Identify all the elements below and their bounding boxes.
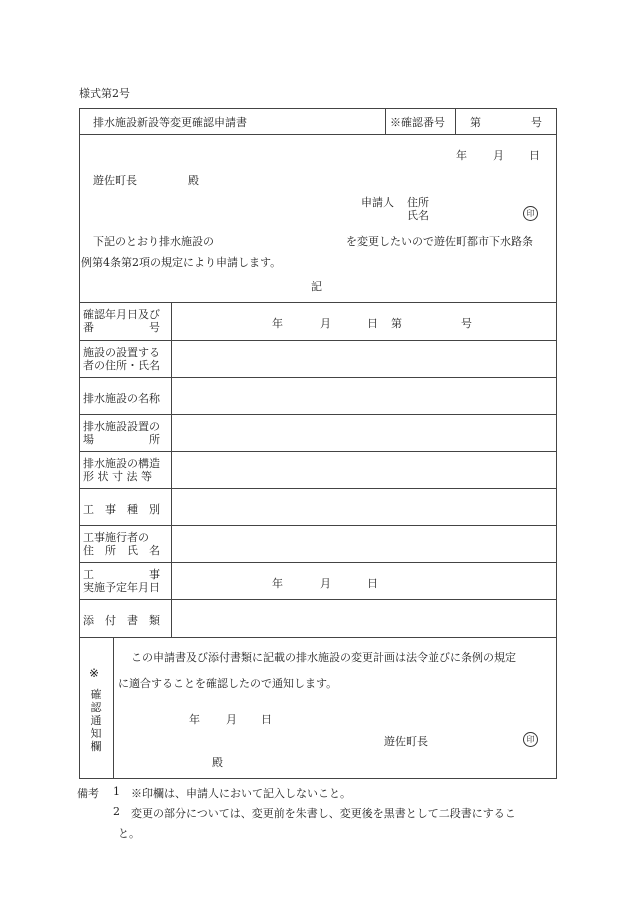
row-label-attachments: 添 付 書 類 bbox=[83, 614, 160, 627]
row-label-line: 場 所 bbox=[83, 433, 160, 446]
application-day: 日 bbox=[529, 149, 540, 162]
row-border-9 bbox=[79, 637, 556, 638]
confirm-date-month: 月 bbox=[320, 317, 331, 330]
application-month: 月 bbox=[493, 149, 504, 162]
row-label-line: 者の住所・氏名 bbox=[83, 359, 160, 372]
row-border-4 bbox=[79, 451, 556, 452]
remark-2-number: 2 bbox=[113, 805, 120, 818]
row-label-line: 工 事 bbox=[83, 568, 160, 581]
row-label-work-type: 工 事 種 別 bbox=[83, 503, 160, 516]
body-line1-part-a: 下記のとおり排水施設の bbox=[93, 235, 214, 248]
row-label-line: 住 所 氏 名 bbox=[83, 544, 160, 557]
row-label-line: 形 状 寸 法 等 bbox=[83, 470, 152, 483]
row-label-line: 番 号 bbox=[83, 321, 160, 334]
application-year: 年 bbox=[456, 149, 467, 162]
row-border-6 bbox=[79, 525, 556, 526]
notice-text-line2: に適合することを確認したので通知します。 bbox=[118, 677, 338, 690]
row-label-line: 確認年月日及び bbox=[83, 308, 160, 321]
row-label-location bbox=[83, 420, 160, 446]
confirm-number-go: 号 bbox=[531, 116, 542, 129]
notice-text-line1: この申請書及び添付書類に記載の排水施設の変更計画は法令並びに条例の規定 bbox=[131, 651, 516, 664]
notice-year: 年 bbox=[189, 713, 200, 726]
row-border-3 bbox=[79, 414, 556, 415]
confirm-number-label: ※確認番号 bbox=[390, 116, 445, 129]
addressee-honorific: 殿 bbox=[188, 174, 199, 187]
applicant-label: 申請人 bbox=[361, 196, 394, 209]
header-top-border bbox=[79, 108, 556, 109]
row-label-confirm-date bbox=[83, 308, 160, 334]
row-label-line: 工事施行者の bbox=[83, 531, 149, 544]
form-title: 排水施設新設等変更確認申請書 bbox=[93, 116, 247, 129]
row-border-2 bbox=[79, 377, 556, 378]
schedule-month: 月 bbox=[320, 577, 331, 590]
body-line2: 例第4条第2項の規定により申請します。 bbox=[81, 256, 282, 269]
row-border-7 bbox=[79, 562, 556, 563]
confirm-date-go: 号 bbox=[461, 317, 472, 330]
row-label-line: 排水施設設置の bbox=[83, 420, 160, 433]
remarks-label: 備考 bbox=[77, 787, 99, 800]
notice-divider bbox=[113, 637, 114, 778]
confirm-date-year: 年 bbox=[272, 317, 283, 330]
row-label-line: 施設の設置する bbox=[83, 346, 160, 359]
form-bottom-border bbox=[79, 778, 557, 779]
applicant-seal: 印 bbox=[523, 206, 538, 221]
notice-mayor: 遊佐町長 bbox=[384, 735, 428, 748]
confirm-date-dai: 第 bbox=[391, 317, 402, 330]
form-right-border bbox=[556, 108, 557, 778]
notice-month: 月 bbox=[226, 713, 237, 726]
form-number: 様式第2号 bbox=[79, 87, 130, 100]
row-label-schedule bbox=[83, 568, 160, 594]
header-bottom-border bbox=[79, 134, 556, 135]
row-label-contractor bbox=[83, 531, 160, 557]
notice-label-mark: ※ bbox=[89, 666, 100, 680]
schedule-day: 日 bbox=[367, 577, 378, 590]
header-divider-1 bbox=[385, 108, 386, 134]
remark-1-text: ※印欄は、申請人において記入しないこと。 bbox=[131, 787, 351, 800]
row-label-line: 実施予定年月日 bbox=[83, 581, 160, 594]
row-label-structure bbox=[83, 457, 160, 483]
notice-seal: 印 bbox=[523, 732, 538, 747]
form-left-border bbox=[79, 108, 80, 778]
notice-day: 日 bbox=[261, 713, 272, 726]
confirm-number-dai: 第 bbox=[470, 116, 481, 129]
notice-honorific: 殿 bbox=[212, 756, 223, 769]
remark-2-text-line2: と。 bbox=[118, 827, 140, 840]
confirm-date-day: 日 bbox=[367, 317, 378, 330]
body-line1-part-b: を変更したいので遊佐町都市下水路条 bbox=[346, 235, 533, 248]
notice-label-text: 確認通知欄 bbox=[90, 688, 102, 753]
row-border-0 bbox=[79, 302, 556, 303]
schedule-year: 年 bbox=[272, 577, 283, 590]
row-label-line: 排水施設の構造 bbox=[83, 457, 160, 470]
remark-1-number: 1 bbox=[113, 785, 120, 798]
applicant-name-label: 氏名 bbox=[407, 209, 429, 222]
label-column-divider bbox=[171, 302, 172, 637]
addressee: 遊佐町長 bbox=[93, 174, 137, 187]
row-label-installer bbox=[83, 346, 160, 372]
ki-mark: 記 bbox=[311, 280, 322, 293]
header-divider-2 bbox=[455, 108, 456, 134]
remark-2-text-line1: 変更の部分については、変更前を朱書し、変更後を黒書として二段書にするこ bbox=[131, 807, 516, 820]
row-border-1 bbox=[79, 340, 556, 341]
row-border-5 bbox=[79, 488, 556, 489]
row-label-facility-name: 排水施設の名称 bbox=[83, 392, 160, 405]
row-border-8 bbox=[79, 599, 556, 600]
applicant-address-label: 住所 bbox=[407, 196, 429, 209]
